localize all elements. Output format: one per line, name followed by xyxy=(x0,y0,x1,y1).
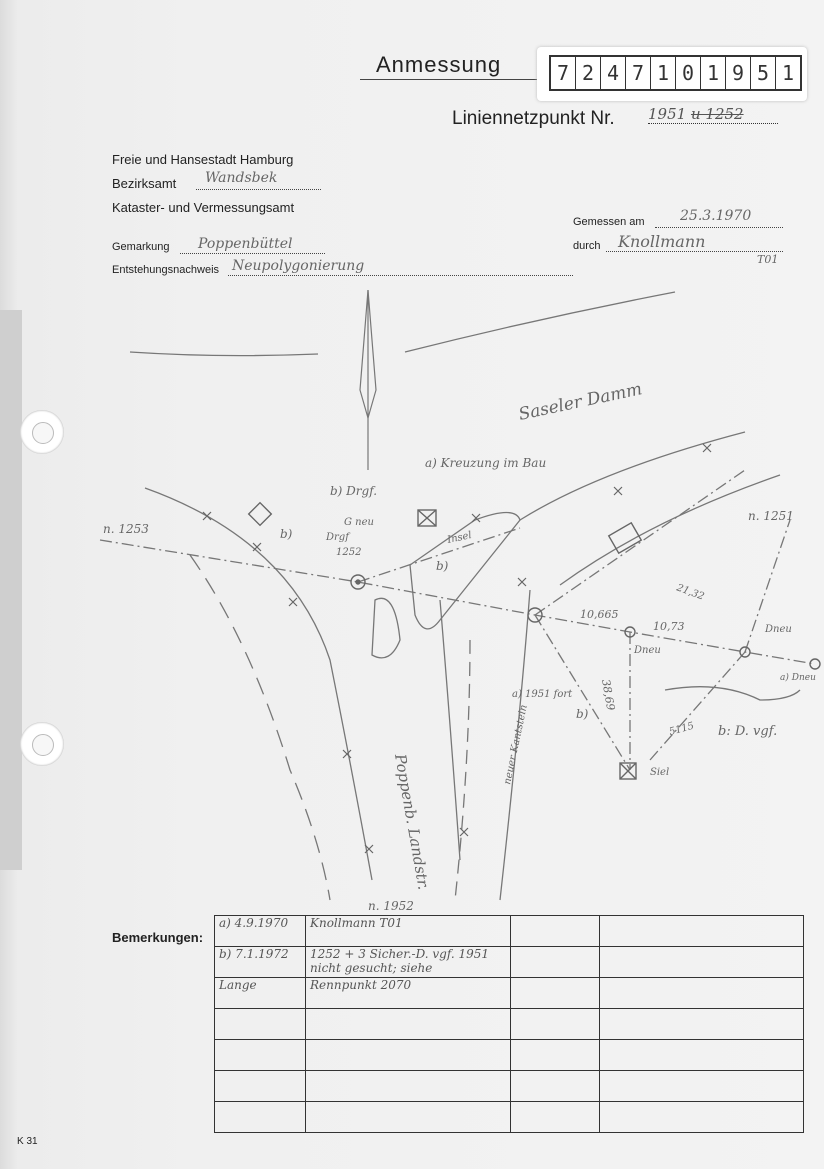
durch-label: durch xyxy=(573,240,601,252)
number-digit: 1 xyxy=(781,61,795,85)
table-cell: Lange xyxy=(215,978,306,1009)
label-dneu2: Dneu xyxy=(765,624,792,635)
durch-code: T01 xyxy=(757,253,779,266)
table-cell xyxy=(511,1102,600,1133)
table-cell xyxy=(600,1102,804,1133)
table-row xyxy=(215,1040,804,1071)
form-code: K 31 xyxy=(17,1136,38,1147)
table-cell: Rennpunkt 2070 xyxy=(306,978,511,1009)
remarks-table xyxy=(214,915,804,1133)
street-label-saseler: Saseler Damm xyxy=(516,379,644,425)
table-cell: 1252 + 3 Sicher.-D. vgf. 1951 nicht gesucht; siehe xyxy=(306,947,511,978)
table-cell xyxy=(600,1071,804,1102)
gemarkung-label: Gemarkung xyxy=(112,241,170,253)
number-digit: 2 xyxy=(576,57,601,89)
traffic-island xyxy=(410,513,520,629)
marker-icon xyxy=(249,503,272,526)
traffic-island xyxy=(372,598,400,658)
office-line3: Kataster- und Vermessungsamt xyxy=(112,200,295,215)
remarks-label: Bemerkungen: xyxy=(112,930,204,945)
marker-icon xyxy=(418,510,436,526)
label-n1251: n. 1251 xyxy=(748,509,794,523)
gemarkung-value: Poppenbüttel xyxy=(198,236,293,252)
label-drgf: b) Drgf. xyxy=(330,484,378,498)
label-n1952: n. 1952 xyxy=(368,899,414,913)
survey-point-icon xyxy=(810,659,820,669)
durch-value: Knollmann xyxy=(618,232,706,251)
label-n1253: n. 1253 xyxy=(103,522,149,536)
table-cell: a) 4.9.1970 xyxy=(215,916,306,947)
street-edge-line xyxy=(405,292,675,352)
label-1951fort: a) 1951 fort xyxy=(512,689,573,700)
number-digit: 1 xyxy=(701,57,726,89)
table-row xyxy=(215,947,804,978)
north-arrow-icon xyxy=(360,290,376,470)
cross-mark-icon xyxy=(253,543,261,551)
document-title: Anmessung xyxy=(376,52,502,77)
street-edge-line xyxy=(560,475,780,585)
entstehung-label: Entstehungsnachweis xyxy=(112,264,220,276)
cross-mark-icon xyxy=(203,512,211,520)
number-digit: 4 xyxy=(601,57,626,89)
label-gneu: G neu xyxy=(344,517,374,528)
number-digit: 7 xyxy=(626,57,651,89)
table-cell xyxy=(511,1071,600,1102)
liniennetzpunkt-label: Liniennetzpunkt Nr. xyxy=(452,108,615,129)
bezirksamt-value: Wandsbek xyxy=(205,170,278,186)
table-cell xyxy=(215,1102,306,1133)
table-row xyxy=(215,916,804,947)
table-cell xyxy=(306,1102,511,1133)
table-cell xyxy=(215,1071,306,1102)
street-edge-line xyxy=(190,555,330,900)
measurement-line xyxy=(100,540,815,664)
street-edge-line xyxy=(130,352,318,356)
table-cell xyxy=(511,916,600,947)
table-cell xyxy=(600,978,804,1009)
label-bdvgf: b: D. vgf. xyxy=(718,724,778,739)
table-cell: Knollmann T01 xyxy=(306,916,511,947)
manhole-icon xyxy=(620,763,636,779)
table-cell xyxy=(511,947,600,978)
street-edge-line xyxy=(520,432,745,520)
entstehung-value: Neupolygonierung xyxy=(232,258,365,274)
bracket-line xyxy=(665,687,800,700)
cross-mark-icon xyxy=(614,487,622,495)
label-2132: 21,32 xyxy=(674,582,706,603)
liniennetzpunkt-struck: u 1252 xyxy=(690,105,744,123)
table-cell: b) 7.1.1972 xyxy=(215,947,306,978)
gemessen-label: Gemessen am xyxy=(573,216,645,228)
label-3869: 38,69 xyxy=(599,678,618,712)
number-digit: 9 xyxy=(726,57,751,89)
table-cell xyxy=(511,1009,600,1040)
office-line1: Freie und Hansestadt Hamburg xyxy=(112,152,294,167)
liniennetzpunkt-number: 1951 xyxy=(648,105,687,123)
table-row xyxy=(215,978,804,1009)
number-digit: 1 xyxy=(651,57,676,89)
measurement-line xyxy=(535,470,745,615)
label-b1: b) xyxy=(280,527,293,541)
table-cell xyxy=(600,916,804,947)
label-siel: Siel xyxy=(650,767,670,778)
label-b3: b) xyxy=(576,707,589,721)
label-drgf2: Drgf xyxy=(326,532,349,543)
table-cell xyxy=(600,1009,804,1040)
table-cell xyxy=(215,1040,306,1071)
cross-mark-icon xyxy=(289,598,297,606)
cross-mark-icon xyxy=(460,828,468,836)
label-dneu1: Dneu xyxy=(634,645,661,656)
table-cell xyxy=(511,978,600,1009)
label-1252: 1252 xyxy=(336,547,362,558)
label-kreuzung: a) Kreuzung im Bau xyxy=(425,456,547,470)
table-cell xyxy=(600,947,804,978)
street-edge-line xyxy=(440,600,460,860)
table-row xyxy=(215,1009,804,1040)
number-digit: 7 xyxy=(551,57,576,89)
street-edge-line xyxy=(455,640,470,900)
bezirksamt-label: Bezirksamt xyxy=(112,176,177,191)
cross-mark-icon xyxy=(343,750,351,758)
gemessen-value: 25.3.1970 xyxy=(680,208,752,224)
table-cell xyxy=(306,1009,511,1040)
cross-mark-icon xyxy=(518,578,526,586)
table-cell xyxy=(215,1009,306,1040)
cross-mark-icon xyxy=(703,444,711,452)
table-cell xyxy=(511,1040,600,1071)
label-dneu3: a) Dneu xyxy=(780,673,816,683)
label-insel: Insel xyxy=(446,530,473,546)
label-5115: 5115 xyxy=(667,720,696,738)
label-1073: 10,73 xyxy=(653,620,685,633)
table-row xyxy=(215,1071,804,1102)
number-digit: 5 xyxy=(751,57,776,89)
label-10665: 10,665 xyxy=(580,608,619,621)
table-row xyxy=(215,1102,804,1133)
table-cell xyxy=(600,1040,804,1071)
street-label-poppenb: Poppenb. Landstr. xyxy=(391,752,433,892)
measurement-line xyxy=(650,652,745,760)
survey-point-icon xyxy=(356,580,360,584)
measurement-line xyxy=(358,528,520,582)
table-cell xyxy=(306,1040,511,1071)
number-digit: 0 xyxy=(676,57,701,89)
label-neuer-kantstein: neuer Kantstein xyxy=(502,703,530,786)
table-cell xyxy=(306,1071,511,1102)
label-b2: b) xyxy=(436,559,449,573)
